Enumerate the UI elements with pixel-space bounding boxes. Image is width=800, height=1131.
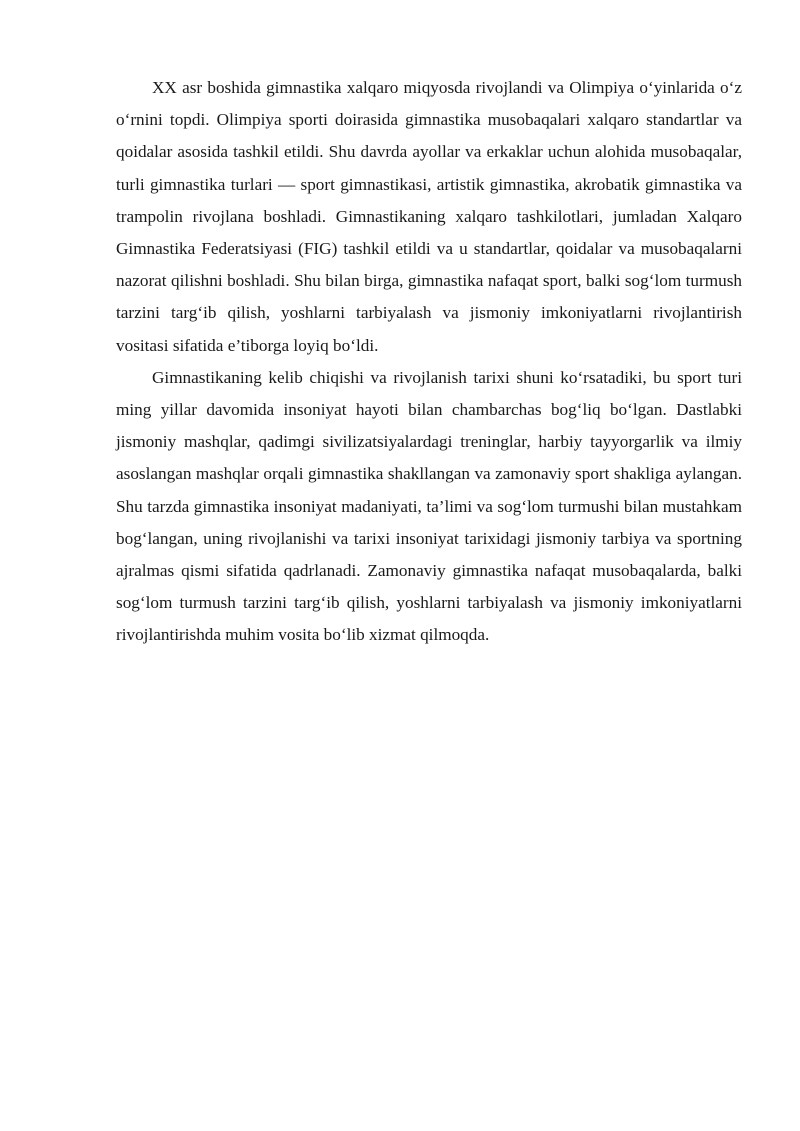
document-body xyxy=(116,72,742,652)
paragraph: XX asr boshida gimnastika xalqaro miqyosda rivojlandi va Olimpiya o‘yinlarida o‘z o‘rnini topdi. Olimpiya sporti doirasida gimnastika musobaqalari xalqaro standartlar va qoidalar asosida tashkil etildi. Shu davrda ayollar va erkaklar uchun alohida musobaqalar, turli gimnastika turlari — sport gimnastikasi, artistik gimnastika, akrobatik gimnastika va trampolin rivojlana boshladi. Gimnastikaning xalqaro tashkilotlari, jumladan Xalqaro Gimnastika Federatsiyasi (FIG) tashkil etildi va u standartlar, qoidalar va musobaqalarni nazorat qilishni boshladi. Shu bilan birga, gimnastika nafaqat sport, balki sog‘lom turmush tarzini targ‘ib qilish, yoshlarni tarbiyalash va jismoniy imkoniyatlarni rivojlantirish vositasi sifatida e’tiborga loyiq bo‘ldi. xyxy=(116,78,742,355)
paragraph: Gimnastikaning kelib chiqishi va rivojlanish tarixi shuni ko‘rsatadiki, bu sport turi ming yillar davomida insoniyat hayoti bilan chambarchas bog‘liq bo‘lgan. Dastlabki jismoniy mashqlar, qadimgi sivilizatsiyalardagi treninglar, harbiy tayyorgarlik va ilmiy asoslangan mashqlar orqali gimnastika shakllangan va zamonaviy sport shakliga aylangan. Shu tarzda gimnastika insoniyat madaniyati, ta’limi va sog‘lom turmushi bilan mustahkam bog‘langan, uning rivojlanishi va tarixi insoniyat tarixidagi jismoniy tarbiya va sportning ajralmas qismi sifatida qadrlanadi. Zamonaviy gimnastika nafaqat musobaqalarda, balki sog‘lom turmush tarzini targ‘ib qilish, yoshlarni tarbiyalash va jismoniy imkoniyatlarni rivojlantirishda muhim vosita bo‘lib xizmat qilmoqda. xyxy=(116,367,742,645)
